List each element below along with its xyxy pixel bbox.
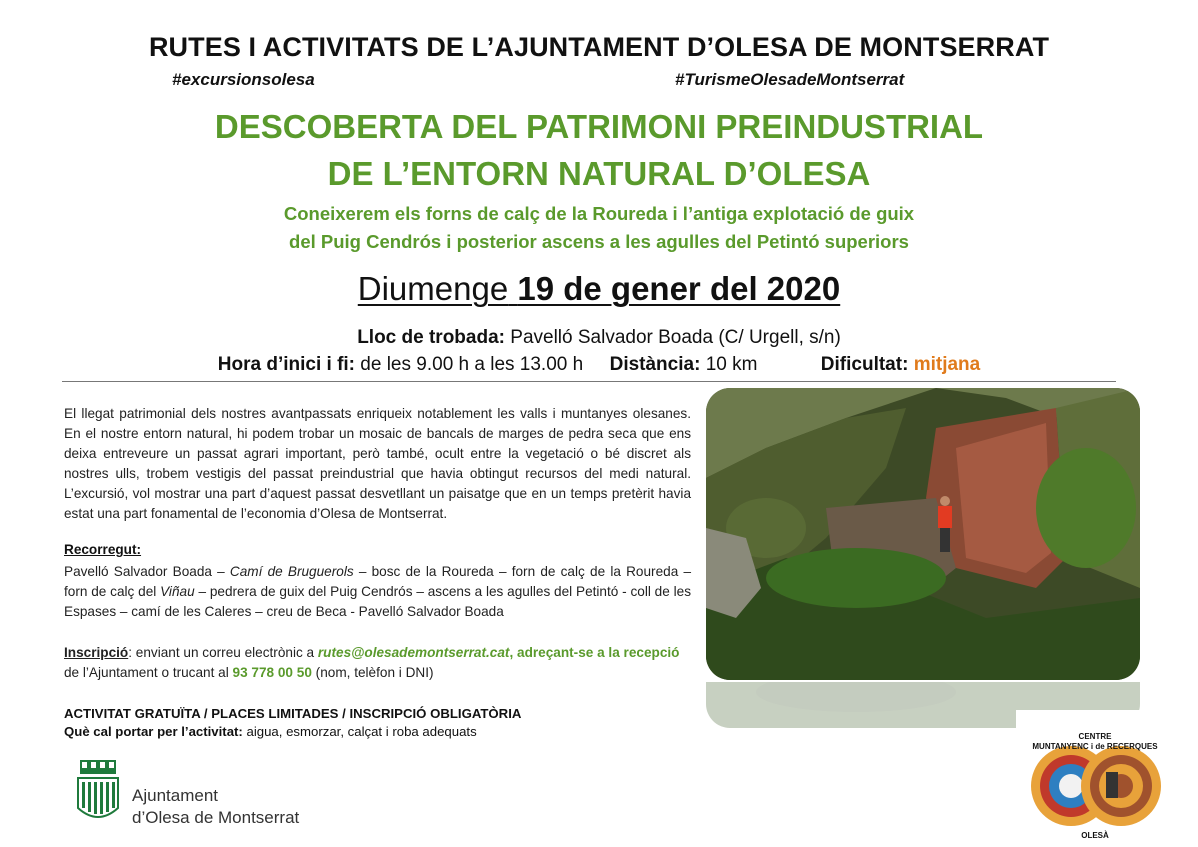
signup-phone[interactable]: 93 778 00 50 — [232, 665, 312, 680]
route-italic-1: Camí de Bruguerols — [229, 564, 354, 579]
event-details-line — [0, 354, 1198, 376]
club-logo-image — [1016, 710, 1174, 842]
meeting-label: Lloc de trobada: — [357, 327, 505, 348]
signup-reception: , adreçant-se a la recepció — [509, 645, 680, 660]
event-subtitle-line-1: Coneixerem els forns de calç de la Roureda i l’antiga explotació de guix — [283, 203, 915, 224]
signup-text-3: de l’Ajuntament o trucant al — [64, 665, 233, 680]
bring-label: Què cal portar per l’activitat: — [64, 724, 243, 739]
difficulty-value: mitjana — [913, 354, 981, 375]
activity-note: ACTIVITAT GRATUÏTA / PLACES LIMITADES / INSCRIPCIÓ OBLIGATÒRIA — [64, 706, 522, 721]
route-part-2: – bosc de la Roureda – forn de calç de la Roureda – forn de calç del — [64, 564, 692, 599]
header-divider — [62, 381, 1116, 382]
town-logo-line-2: d’Olesa de Montserrat — [132, 808, 300, 827]
town-logo-line-1: Ajuntament — [132, 786, 218, 805]
club-name-line-3: OLESÀ — [1081, 831, 1109, 840]
signup-info — [64, 643, 691, 683]
event-date — [0, 270, 1198, 308]
event-date-underlined — [358, 270, 840, 307]
event-subtitle-line-2: del Puig Cendrós i posterior ascens a les agulles del Petintó superiors — [289, 231, 909, 252]
club-logo — [1016, 710, 1174, 842]
time-value: de les 9.00 h a les 13.00 h — [360, 354, 584, 375]
intro-paragraph: El llegat patrimonial dels nostres avantpassats enriqueix notablement les valls i muntanyes olesanes. En el nostre entorn natural, hi podem trobar un mosaic de bancals de marges de pedra seca que ens deixa entreveure un passat agrari important, però també, ocult entre la vegetació o bé discret als nostres ulls, trobem vestigis del passat preindustrial que havia obtingut recursos del medi natural. L’excursió, vol mostrar una part d’aquest passat desvetllant un paisatge que en un temps pretèrit havia estat una part fonamental de l’economia d’Olesa de Montserrat. — [64, 406, 691, 521]
route-description — [64, 562, 691, 622]
route-italic-2: Viñau — [160, 584, 195, 599]
town-crest-icon — [76, 760, 120, 826]
route-photo-image — [706, 388, 1140, 680]
town-crest-image — [76, 760, 120, 826]
meeting-point — [0, 327, 1198, 349]
route-heading: Recorregut: — [64, 542, 142, 557]
meeting-value: Pavelló Salvador Boada (C/ Urgell, s/n) — [510, 327, 841, 348]
signup-text-1: : enviant un correu electrònic a — [128, 645, 318, 660]
bring-value: aigua, esmorzar, calçat i roba adequats — [242, 724, 477, 739]
date-day: 19 de gener del 2020 — [517, 270, 841, 307]
signup-label: Inscripció — [64, 645, 129, 660]
route-photo — [706, 388, 1140, 680]
hashtag-tourism: #TurismeOlesadeMontserrat — [675, 70, 905, 89]
time-label: Hora d’inici i fi: — [217, 354, 356, 375]
what-to-bring — [64, 724, 477, 739]
distance-label: Distància: — [609, 354, 701, 375]
event-title-line-1: DESCOBERTA DEL PATRIMONI PREINDUSTRIAL — [214, 108, 984, 145]
signup-text-4: (nom, telèfon i DNI) — [311, 665, 434, 680]
difficulty-label: Dificultat: — [820, 354, 909, 375]
distance-value: 10 km — [705, 354, 758, 375]
page-header-title: RUTES I ACTIVITATS DE L’AJUNTAMENT D’OLESA DE MONTSERRAT — [148, 32, 1050, 62]
route-part-3: – pedrera de guix del Puig Cendrós – ascens a les agulles del Petintó - coll de les Espases – camí de les Caleres – creu de Beca - Pavelló Salvador Boada — [64, 584, 691, 619]
hashtag-excursions: #excursionsolesa — [172, 70, 315, 89]
club-name-line-2: MUNTANYENC i de RECERQUES — [1032, 742, 1158, 751]
route-part-1: Pavelló Salvador Boada – — [64, 564, 230, 579]
date-weekday: Diumenge — [357, 270, 509, 307]
signup-email-link[interactable]: rutes@olesademontserrat.cat — [317, 645, 510, 660]
club-name-line-1: CENTRE — [1078, 732, 1112, 741]
event-title-line-2: DE L’ENTORN NATURAL D’OLESA — [327, 155, 871, 192]
